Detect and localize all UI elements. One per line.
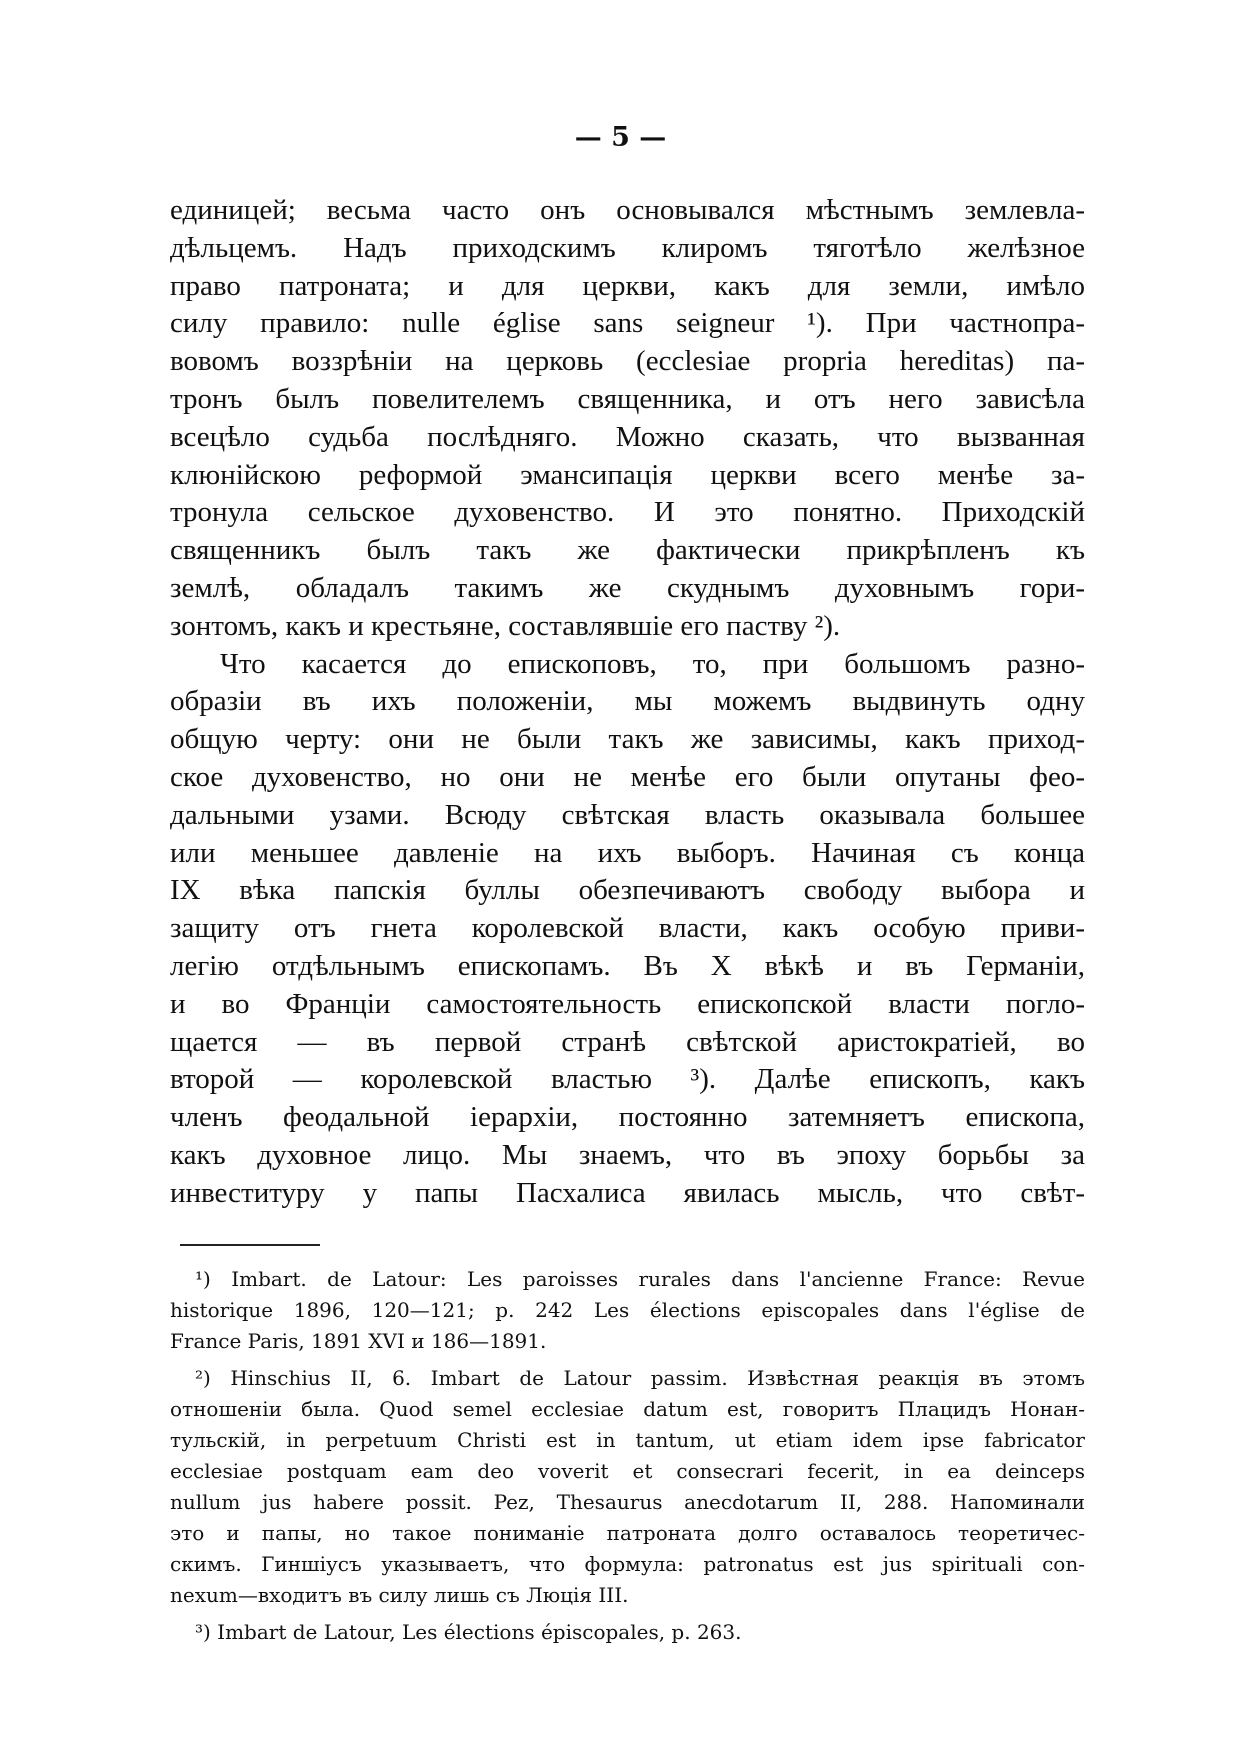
footnote-3 — [170, 1617, 1085, 1648]
text-line: второй — королевской властью ³). Далѣе епископъ, какъ — [170, 1063, 1085, 1096]
text-line: силу правило: nulle église sans seigneur ¹). При частнопра- — [170, 307, 1085, 340]
text-line: ское духовенство, но они не менѣе его были опутаны фео- — [170, 760, 1085, 793]
footnote-line: скимъ. Гиншiусъ указываетъ, что формула: patronatus est jus spirituali con- — [170, 1552, 1085, 1576]
footnote-line: historique 1896, 120—121; p. 242 Les élections episcopales dans l'église de — [170, 1298, 1085, 1322]
text-line: дальными узами. Всюду свѣтская власть оказывала большее — [170, 798, 1085, 831]
text-line: право патроната; и для церкви, какъ для земли, имѣло — [170, 269, 1085, 302]
footnote-line: nexum—входитъ въ силу лишь съ Люцiя III. — [170, 1583, 629, 1607]
text-line: IX вѣка папскiя буллы обезпечиваютъ свободу выбора и — [170, 874, 1085, 907]
text-line: членъ феодальной iерархiи, постоянно затемняетъ епископа, — [170, 1101, 1085, 1134]
text-line: легiю отдѣльнымъ епископамъ. Въ X вѣкѣ и въ Германiи, — [170, 949, 1085, 982]
text-line: образiи въ ихъ положенiи, мы можемъ выдвинуть одну — [170, 685, 1085, 718]
text-line: тронула сельское духовенство. И это понятно. Приходскiй — [170, 496, 1085, 529]
text-line: инвеституру у папы Пасхалиса явилась мысль, что свѣт- — [170, 1176, 1085, 1209]
text-line: дѣльцемъ. Надъ приходскимъ клиромъ тяготѣло желѣзное — [170, 231, 1085, 264]
footnote-divider — [180, 1244, 320, 1246]
footnote-line: отношенiи была. Quod semel ecclesiae datum est, говоритъ Плацидъ Нонан- — [170, 1397, 1085, 1421]
text-line: священникъ былъ такъ же фактически прикрѣпленъ къ — [170, 534, 1085, 567]
footnote-line: ²) Hinschius II, 6. Imbart de Latour passim. Извѣстная реакцiя въ этомъ — [195, 1366, 1085, 1390]
text-line: и во Францiи самостоятельность епископской власти погло- — [170, 987, 1085, 1020]
paragraph-start-line: Что касается до епископовъ, то, при большомъ разно- — [220, 647, 1085, 680]
paragraph-end-line: зонтомъ, какъ и крестьяне, составлявшiе его паству ²). — [170, 609, 841, 642]
text-line: всецѣло судьба послѣдняго. Можно сказать, что вызванная — [170, 420, 1085, 453]
footnotes — [170, 1264, 1085, 1648]
footnote-line: nullum jus habere possit. Pez, Thesaurus anecdotarum II, 288. Напоминали — [170, 1490, 1085, 1514]
footnote-line: France Paris, 1891 XVI и 186—1891. — [170, 1329, 547, 1353]
page-number: — 5 — — [574, 122, 667, 153]
text-line: клюнiйскою реформой эмансипацiя церкви всего менѣе за- — [170, 458, 1085, 491]
footnote-1 — [170, 1264, 1085, 1357]
footnote-line: ³) Imbart de Latour, Les élections épiscopales, p. 263. — [195, 1620, 742, 1644]
text-line: общую черту: они не были такъ же зависимы, какъ приход- — [170, 723, 1085, 756]
text-line: или меньшее давленiе на ихъ выборъ. Начиная съ конца — [170, 836, 1085, 869]
text-line: тронъ былъ повелителемъ священника, и отъ него зависѣла — [170, 382, 1085, 415]
footnote-line: тульскiй, in perpetuum Christi est in tantum, ut etiam idem ipse fabricator — [170, 1428, 1085, 1452]
footnote-line: ¹) Imbart. de Latour: Les paroisses rurales dans l'ancienne France: Revue — [195, 1267, 1085, 1291]
footnote-line: это и папы, но такое пониманiе патроната долго оставалось теоретичес- — [170, 1521, 1085, 1545]
text-line: единицей; весьма часто онъ основывался мѣстнымъ землевла- — [170, 194, 1085, 226]
main-text — [170, 192, 1085, 1213]
text-line: какъ духовное лицо. Мы знаемъ, что въ эпоху борьбы за — [170, 1138, 1085, 1171]
text-line: щается — въ первой странѣ свѣтской аристократiей, во — [170, 1025, 1085, 1058]
text-line: землѣ, обладалъ такимъ же скуднымъ духовнымъ гори- — [170, 571, 1085, 604]
footnote-line: ecclesiae postquam eam deo voverit et consecrari fecerit, in ea deinceps — [170, 1459, 1085, 1483]
text-line: вовомъ воззрѣнiи на церковь (ecclesiae propria hereditas) па- — [170, 345, 1085, 378]
text-line: защиту отъ гнета королевской власти, какъ особую приви- — [170, 912, 1085, 945]
footnote-2 — [170, 1363, 1085, 1611]
